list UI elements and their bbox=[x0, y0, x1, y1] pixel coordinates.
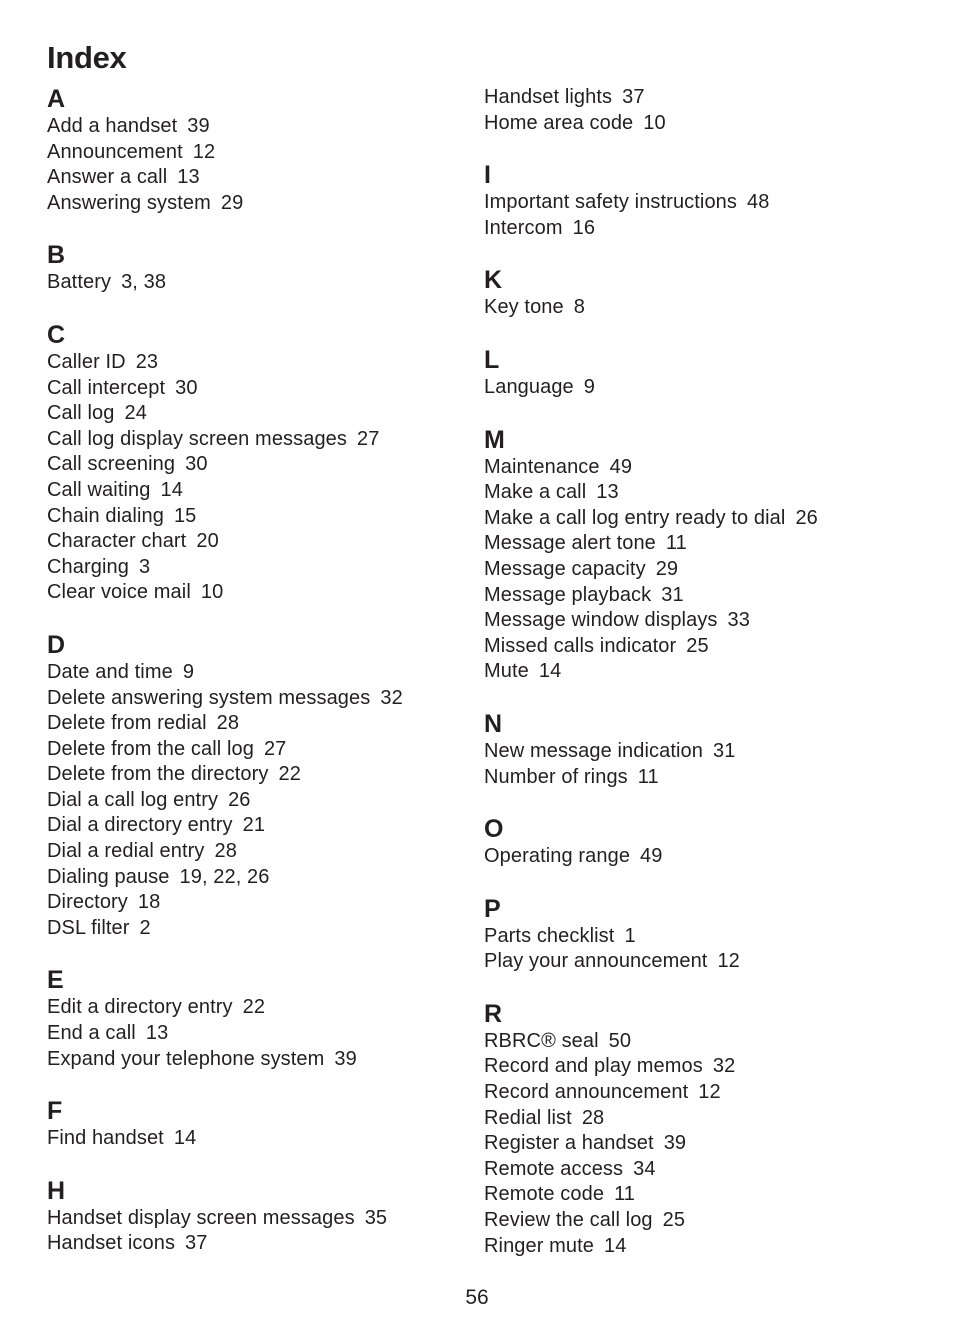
index-entry bbox=[484, 844, 924, 870]
index-section bbox=[484, 346, 924, 401]
entry-term: Key tone bbox=[484, 296, 564, 319]
index-section bbox=[484, 426, 924, 685]
entry-pages: 11 bbox=[637, 765, 659, 788]
entry-term: Important safety instructions bbox=[484, 191, 738, 214]
entry-term: Date and time bbox=[47, 660, 173, 683]
entry-pages: 25 bbox=[686, 634, 709, 657]
entry-term: Operating range bbox=[484, 845, 631, 868]
index-section bbox=[47, 1177, 467, 1257]
index-entry bbox=[47, 890, 467, 916]
entry-term: Redial list bbox=[484, 1106, 572, 1129]
entry-pages: 2 bbox=[139, 916, 151, 939]
entry-term: Register a handset bbox=[484, 1132, 654, 1155]
entry-term: Language bbox=[484, 375, 574, 398]
entry-term: Dialing pause bbox=[47, 865, 170, 888]
section-letter: N bbox=[484, 709, 503, 738]
entry-pages: 22 bbox=[278, 763, 301, 786]
entry-term: Delete from the directory bbox=[47, 763, 269, 786]
index-entry bbox=[47, 401, 467, 427]
entry-pages: 39 bbox=[334, 1047, 357, 1070]
entry-term: Delete from redial bbox=[47, 712, 207, 735]
entry-term: Make a call log entry ready to dial bbox=[484, 506, 786, 529]
entry-pages: 9 bbox=[182, 660, 195, 683]
index-entry bbox=[47, 813, 467, 839]
index-section bbox=[47, 966, 467, 1072]
entry-term: Number of rings bbox=[484, 765, 628, 788]
index-entry bbox=[47, 762, 467, 788]
index-entry bbox=[47, 452, 467, 478]
entry-pages: 37 bbox=[185, 1232, 208, 1255]
index-entry bbox=[47, 788, 467, 814]
entry-pages: 14 bbox=[538, 660, 562, 683]
entry-pages: 1 bbox=[624, 924, 636, 947]
index-entry bbox=[484, 216, 924, 242]
entry-term: Add a handset bbox=[47, 115, 178, 137]
index-entry bbox=[47, 191, 467, 217]
index-section bbox=[47, 85, 467, 216]
entry-term: Call log bbox=[47, 402, 115, 425]
entry-pages: 23 bbox=[135, 350, 159, 373]
index-entry bbox=[47, 995, 467, 1021]
index-entry bbox=[484, 1182, 924, 1208]
index-entry bbox=[484, 295, 924, 321]
section-letter: C bbox=[47, 320, 66, 349]
entry-pages: 10 bbox=[200, 581, 224, 604]
index-entry bbox=[484, 190, 924, 216]
index-entry bbox=[484, 455, 924, 481]
entry-term: Record announcement bbox=[484, 1081, 689, 1104]
index-section bbox=[47, 631, 467, 942]
index-entry bbox=[47, 1206, 467, 1232]
entry-pages: 14 bbox=[173, 1127, 197, 1150]
entry-term: Remote code bbox=[484, 1183, 605, 1206]
section-letter: A bbox=[47, 85, 66, 113]
entry-term: End a call bbox=[47, 1022, 136, 1045]
index-section bbox=[484, 85, 924, 136]
entry-term: Battery bbox=[47, 271, 112, 294]
entry-term: Maintenance bbox=[484, 455, 600, 478]
section-letter: H bbox=[47, 1176, 66, 1205]
index-entry bbox=[484, 739, 924, 765]
entry-pages: 12 bbox=[698, 1081, 721, 1104]
entry-pages: 12 bbox=[192, 140, 216, 163]
entry-term: Home area code bbox=[484, 111, 634, 134]
index-entry bbox=[484, 531, 924, 557]
entry-term: RBRC® seal bbox=[484, 1029, 599, 1052]
entry-term: Call log display screen messages bbox=[47, 427, 348, 450]
entry-term: Dial a redial entry bbox=[47, 840, 205, 863]
entry-term: Delete from the call log bbox=[47, 737, 254, 760]
entry-term: Remote access bbox=[484, 1157, 624, 1180]
index-section bbox=[484, 815, 924, 870]
entry-term: Find handset bbox=[47, 1127, 164, 1150]
entry-pages: 11 bbox=[614, 1183, 636, 1206]
entry-term: Edit a directory entry bbox=[47, 996, 233, 1019]
entry-pages: 35 bbox=[364, 1206, 388, 1229]
entry-term: New message indication bbox=[484, 739, 703, 762]
entry-pages: 16 bbox=[572, 216, 596, 239]
entry-pages: 27 bbox=[357, 427, 380, 450]
entry-term: Call screening bbox=[47, 453, 176, 476]
entry-term: Expand your telephone system bbox=[47, 1047, 325, 1070]
entry-pages: 29 bbox=[220, 191, 244, 214]
entry-pages: 10 bbox=[643, 111, 666, 134]
entry-term: DSL filter bbox=[47, 916, 130, 939]
entry-term: Directory bbox=[47, 891, 128, 914]
index-entry bbox=[47, 165, 467, 191]
index-entry bbox=[484, 608, 924, 634]
index-entry bbox=[47, 529, 467, 555]
index-entry bbox=[47, 140, 467, 166]
entry-term: Play your announcement bbox=[484, 950, 708, 973]
entry-term: Delete answering system messages bbox=[47, 686, 371, 709]
entry-pages: 3, 38 bbox=[121, 271, 167, 294]
index-entry bbox=[47, 555, 467, 581]
index-entry bbox=[484, 1029, 924, 1055]
entry-pages: 27 bbox=[263, 737, 287, 760]
index-entry bbox=[484, 1208, 924, 1234]
index-entry bbox=[47, 711, 467, 737]
entry-pages: 20 bbox=[196, 530, 219, 553]
entry-pages: 28 bbox=[216, 712, 240, 735]
entry-term: Message capacity bbox=[484, 557, 646, 580]
entry-pages: 18 bbox=[137, 891, 161, 914]
entry-pages: 34 bbox=[633, 1157, 656, 1180]
entry-pages: 30 bbox=[185, 453, 208, 476]
entry-pages: 49 bbox=[609, 455, 633, 478]
entry-pages: 31 bbox=[712, 739, 736, 762]
entry-term: Record and play memos bbox=[484, 1055, 703, 1078]
entry-pages: 29 bbox=[655, 557, 679, 580]
index-entry bbox=[484, 1106, 924, 1132]
index-entry bbox=[47, 478, 467, 504]
index-entry bbox=[484, 924, 924, 950]
section-letter: M bbox=[484, 425, 505, 454]
entry-term: Intercom bbox=[484, 216, 563, 239]
index-entry bbox=[484, 583, 924, 609]
entry-pages: 37 bbox=[622, 86, 645, 108]
index-entry bbox=[484, 765, 924, 791]
section-letter: D bbox=[47, 630, 66, 659]
index-entry bbox=[484, 506, 924, 532]
entry-pages: 30 bbox=[175, 376, 198, 399]
index-section bbox=[484, 1000, 924, 1259]
section-letter: K bbox=[484, 266, 503, 295]
index-entry bbox=[47, 1231, 467, 1257]
index-entry bbox=[484, 480, 924, 506]
entry-term: Caller ID bbox=[47, 350, 126, 373]
section-letter: L bbox=[484, 345, 500, 374]
index-entry bbox=[484, 1234, 924, 1260]
page-number: 56 bbox=[465, 1286, 489, 1309]
index-entry bbox=[47, 376, 467, 402]
entry-term: Chain dialing bbox=[47, 504, 164, 527]
index-section bbox=[484, 266, 924, 321]
index-entry bbox=[47, 1126, 467, 1152]
entry-pages: 13 bbox=[177, 166, 200, 189]
index-entry bbox=[484, 634, 924, 660]
index-entry bbox=[484, 659, 924, 685]
index-entry bbox=[47, 427, 467, 453]
index-entry bbox=[484, 949, 924, 975]
entry-pages: 25 bbox=[662, 1209, 686, 1232]
entry-pages: 19, 22, 26 bbox=[179, 865, 270, 888]
entry-term: Answer a call bbox=[47, 166, 168, 189]
entry-term: Answering system bbox=[47, 191, 211, 214]
entry-term: Make a call bbox=[484, 481, 587, 504]
entry-pages: 13 bbox=[596, 481, 619, 504]
entry-term: Message alert tone bbox=[484, 532, 656, 555]
index-entry bbox=[484, 1054, 924, 1080]
index-column-left bbox=[47, 85, 467, 1282]
entry-pages: 15 bbox=[173, 504, 197, 527]
index-entry bbox=[484, 1080, 924, 1106]
entry-term: Clear voice mail bbox=[47, 581, 191, 604]
page-title: Index bbox=[47, 40, 127, 75]
entry-pages: 8 bbox=[573, 296, 585, 319]
entry-pages: 32 bbox=[712, 1055, 736, 1078]
index-entry bbox=[47, 660, 467, 686]
index-entry bbox=[47, 839, 467, 865]
index-section bbox=[47, 321, 467, 606]
index-section bbox=[484, 161, 924, 241]
index-entry bbox=[47, 686, 467, 712]
index-entry bbox=[484, 85, 924, 111]
section-letter: E bbox=[47, 966, 64, 995]
section-letter: O bbox=[484, 815, 504, 844]
entry-term: Review the call log bbox=[484, 1209, 653, 1232]
entry-term: Handset icons bbox=[47, 1232, 176, 1255]
entry-pages: 39 bbox=[663, 1132, 687, 1155]
section-letter: F bbox=[47, 1097, 63, 1126]
entry-pages: 14 bbox=[160, 478, 183, 501]
entry-pages: 12 bbox=[717, 950, 740, 973]
index-entry bbox=[47, 270, 467, 296]
entry-term: Call intercept bbox=[47, 376, 166, 399]
index-entry bbox=[484, 557, 924, 583]
index-entry bbox=[484, 111, 924, 137]
entry-term: Parts checklist bbox=[484, 924, 615, 947]
index-section bbox=[484, 710, 924, 790]
index-entry bbox=[484, 375, 924, 401]
section-letter: B bbox=[47, 241, 66, 270]
index-entry bbox=[484, 1157, 924, 1183]
entry-term: Handset display screen messages bbox=[47, 1206, 355, 1229]
entry-pages: 33 bbox=[727, 609, 750, 632]
entry-pages: 28 bbox=[214, 840, 237, 863]
index-section bbox=[47, 241, 467, 296]
entry-pages: 3 bbox=[138, 555, 151, 578]
entry-term: Dial a call log entry bbox=[47, 788, 219, 811]
entry-pages: 13 bbox=[145, 1022, 169, 1045]
entry-pages: 50 bbox=[608, 1029, 632, 1052]
index-column-right bbox=[484, 85, 924, 1284]
entry-pages: 9 bbox=[583, 375, 596, 398]
index-entry bbox=[47, 350, 467, 376]
entry-pages: 22 bbox=[242, 996, 266, 1019]
entry-term: Announcement bbox=[47, 140, 183, 163]
index-entry bbox=[47, 737, 467, 763]
entry-pages: 49 bbox=[640, 845, 663, 868]
entry-term: Character chart bbox=[47, 530, 187, 553]
index-entry bbox=[47, 504, 467, 530]
index-entry bbox=[47, 580, 467, 606]
index-entry bbox=[47, 1047, 467, 1073]
index-entry bbox=[484, 1131, 924, 1157]
entry-term: Message window displays bbox=[484, 609, 718, 632]
entry-term: Handset lights bbox=[484, 86, 613, 108]
entry-pages: 31 bbox=[661, 583, 684, 606]
index-section bbox=[47, 1097, 467, 1152]
entry-pages: 48 bbox=[747, 191, 770, 214]
entry-pages: 24 bbox=[124, 402, 147, 425]
entry-term: Message playback bbox=[484, 583, 652, 606]
index-entry bbox=[47, 114, 467, 140]
entry-pages: 21 bbox=[242, 814, 266, 837]
entry-pages: 14 bbox=[604, 1234, 627, 1257]
section-letter: R bbox=[484, 999, 503, 1028]
entry-pages: 28 bbox=[581, 1106, 605, 1129]
index-entry bbox=[47, 1021, 467, 1047]
index-entry bbox=[47, 916, 467, 942]
entry-term: Missed calls indicator bbox=[484, 634, 677, 657]
index-entry bbox=[47, 865, 467, 891]
entry-pages: 32 bbox=[380, 686, 403, 709]
entry-term: Charging bbox=[47, 555, 129, 578]
entry-pages: 26 bbox=[228, 788, 251, 811]
index-section bbox=[484, 895, 924, 975]
entry-term: Dial a directory entry bbox=[47, 814, 233, 837]
section-letter: P bbox=[484, 894, 501, 923]
section-letter: I bbox=[484, 161, 491, 190]
entry-pages: 26 bbox=[795, 506, 818, 529]
entry-term: Call waiting bbox=[47, 478, 151, 501]
entry-pages: 39 bbox=[187, 115, 210, 137]
entry-pages: 11 bbox=[665, 532, 687, 555]
entry-term: Mute bbox=[484, 660, 529, 683]
entry-term: Ringer mute bbox=[484, 1234, 595, 1257]
